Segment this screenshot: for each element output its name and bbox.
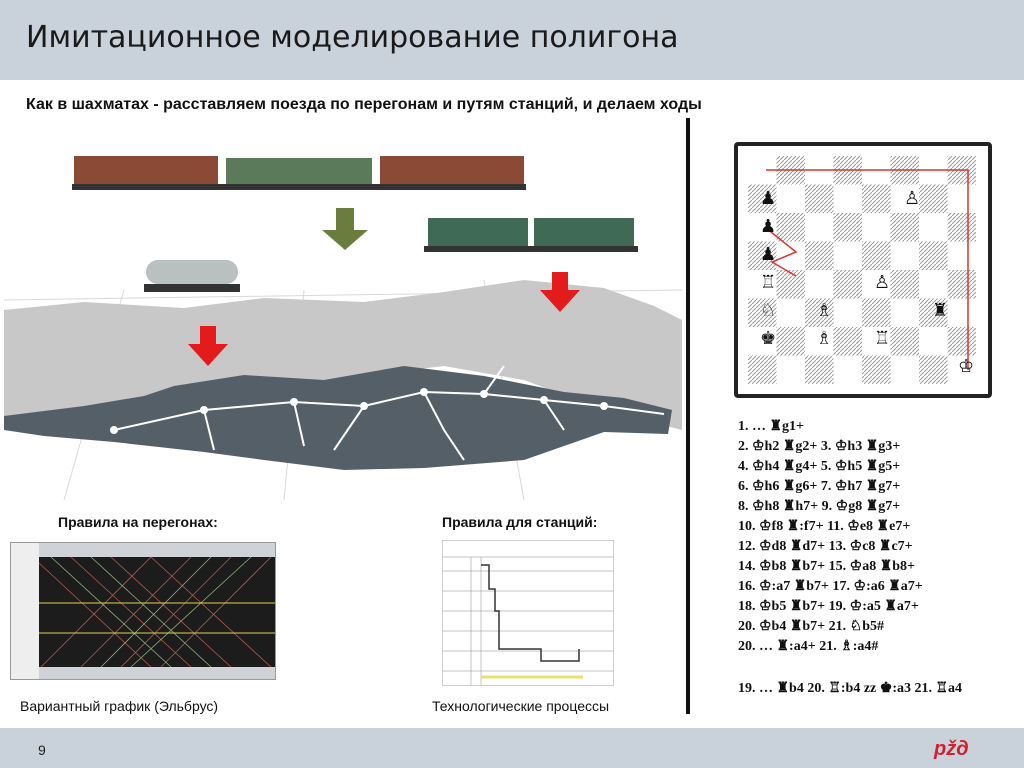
slide-title: Имитационное моделирование полигона [26, 20, 679, 55]
board-square [777, 327, 806, 356]
train-graph-image [10, 542, 276, 680]
pawn-white-icon: ♙ [904, 188, 921, 208]
board-square [891, 327, 920, 356]
board-square [919, 270, 948, 299]
chess-move-line: 10. ♔f8 ♜:f7+ 11. ♔e8 ♜e7+ [738, 519, 911, 534]
pawn-black-icon: ♟ [760, 216, 777, 236]
board-square [748, 356, 777, 385]
pawn-black-icon: ♟ [760, 188, 777, 208]
board-square [805, 242, 834, 271]
vertical-divider [686, 118, 690, 714]
board-square [777, 356, 806, 385]
board-square [862, 299, 891, 328]
board-square [834, 299, 863, 328]
chess-move-line: 20. … ♜:a4+ 21. ♗:a4# [738, 639, 879, 654]
board-square [805, 213, 834, 242]
board-square [948, 242, 977, 271]
board-square [891, 213, 920, 242]
board-square [919, 242, 948, 271]
board-square [834, 327, 863, 356]
chess-move-line: 19. … ♜b4 20. ♖:b4 zz ♚:a3 21. ♖a4 [738, 681, 963, 696]
station-rules-label: Правила для станций: [442, 514, 598, 530]
freight-train [72, 156, 526, 190]
green-arrow [322, 208, 368, 250]
board-square [919, 185, 948, 214]
board-square [777, 299, 806, 328]
board-square [919, 327, 948, 356]
rook-black-icon: ♜ [932, 300, 949, 320]
board-square [891, 356, 920, 385]
tank-car [144, 260, 240, 292]
slide-subtitle: Как в шахматах - расставляем поезда по перегонам и путям станций, и делаем ходы [26, 96, 702, 113]
board-square [777, 270, 806, 299]
board-square [834, 185, 863, 214]
board-square [834, 242, 863, 271]
board-square [862, 356, 891, 385]
pawn-black-icon: ♟ [760, 244, 777, 264]
board-square [891, 270, 920, 299]
map-illustration [4, 130, 682, 500]
footer-bar [0, 728, 1024, 768]
chess-move-line: 18. ♔b5 ♜b7+ 19. ♔:a5 ♜a7+ [738, 599, 919, 614]
board-square [862, 213, 891, 242]
chess-move-line: 20. ♔b4 ♜b7+ 21. ♘b5# [738, 619, 884, 634]
chess-moves [738, 418, 1024, 708]
board-square [948, 270, 977, 299]
graph-caption: Вариантный график (Эльбрус) [20, 698, 219, 714]
rook-white-icon: ♖ [874, 328, 891, 348]
board-square [834, 356, 863, 385]
board-square [805, 356, 834, 385]
rzd-logo: рžд [934, 738, 969, 760]
page-number: 9 [38, 742, 46, 758]
king-white-icon: ♔ [958, 356, 975, 376]
title-bar [0, 0, 1024, 80]
bishop-white-icon: ♗ [816, 328, 833, 348]
board-square [948, 299, 977, 328]
chess-move-line: 12. ♔d8 ♜d7+ 13. ♔c8 ♜c7+ [738, 539, 913, 554]
board-square [805, 270, 834, 299]
chess-board [734, 142, 992, 398]
board-square [948, 213, 977, 242]
board-square [777, 242, 806, 271]
tech-process-image [442, 540, 614, 686]
board-square [834, 270, 863, 299]
board-square [891, 242, 920, 271]
chess-move-line: 1. … ♜g1+ [738, 419, 805, 434]
chess-move-line: 2. ♔h2 ♜g2+ 3. ♔h3 ♜g3+ [738, 439, 901, 454]
chess-move-line: 6. ♔h6 ♜g6+ 7. ♔h7 ♜g7+ [738, 479, 901, 494]
pawn-white-icon: ♙ [874, 272, 891, 292]
board-square [948, 327, 977, 356]
board-square [862, 185, 891, 214]
chess-move-line: 8. ♔h8 ♜h7+ 9. ♔g8 ♜g7+ [738, 499, 901, 514]
rook-white-icon: ♖ [760, 272, 777, 292]
board-square [862, 242, 891, 271]
board-square [777, 185, 806, 214]
board-square [919, 356, 948, 385]
chess-move-line: 16. ♔:a7 ♜b7+ 17. ♔:a6 ♜a7+ [738, 579, 923, 594]
king-black-icon: ♚ [760, 328, 777, 348]
bishop-white-icon: ♗ [816, 300, 833, 320]
board-square [805, 185, 834, 214]
board-square [834, 213, 863, 242]
board-squares [748, 156, 976, 384]
locomotive [424, 218, 638, 252]
haul-rules-label: Правила на перегонах: [58, 514, 218, 530]
chess-move-line: 4. ♔h4 ♜g4+ 5. ♔h5 ♜g5+ [738, 459, 901, 474]
board-square [891, 299, 920, 328]
knight-white-icon: ♘ [760, 300, 777, 320]
board-square [777, 213, 806, 242]
chess-diagram [748, 156, 978, 384]
board-square [919, 213, 948, 242]
process-caption: Технологические процессы [432, 698, 610, 714]
board-square [948, 185, 977, 214]
chess-move-line: 14. ♔b8 ♜b7+ 15. ♔a8 ♜b8+ [738, 559, 916, 574]
